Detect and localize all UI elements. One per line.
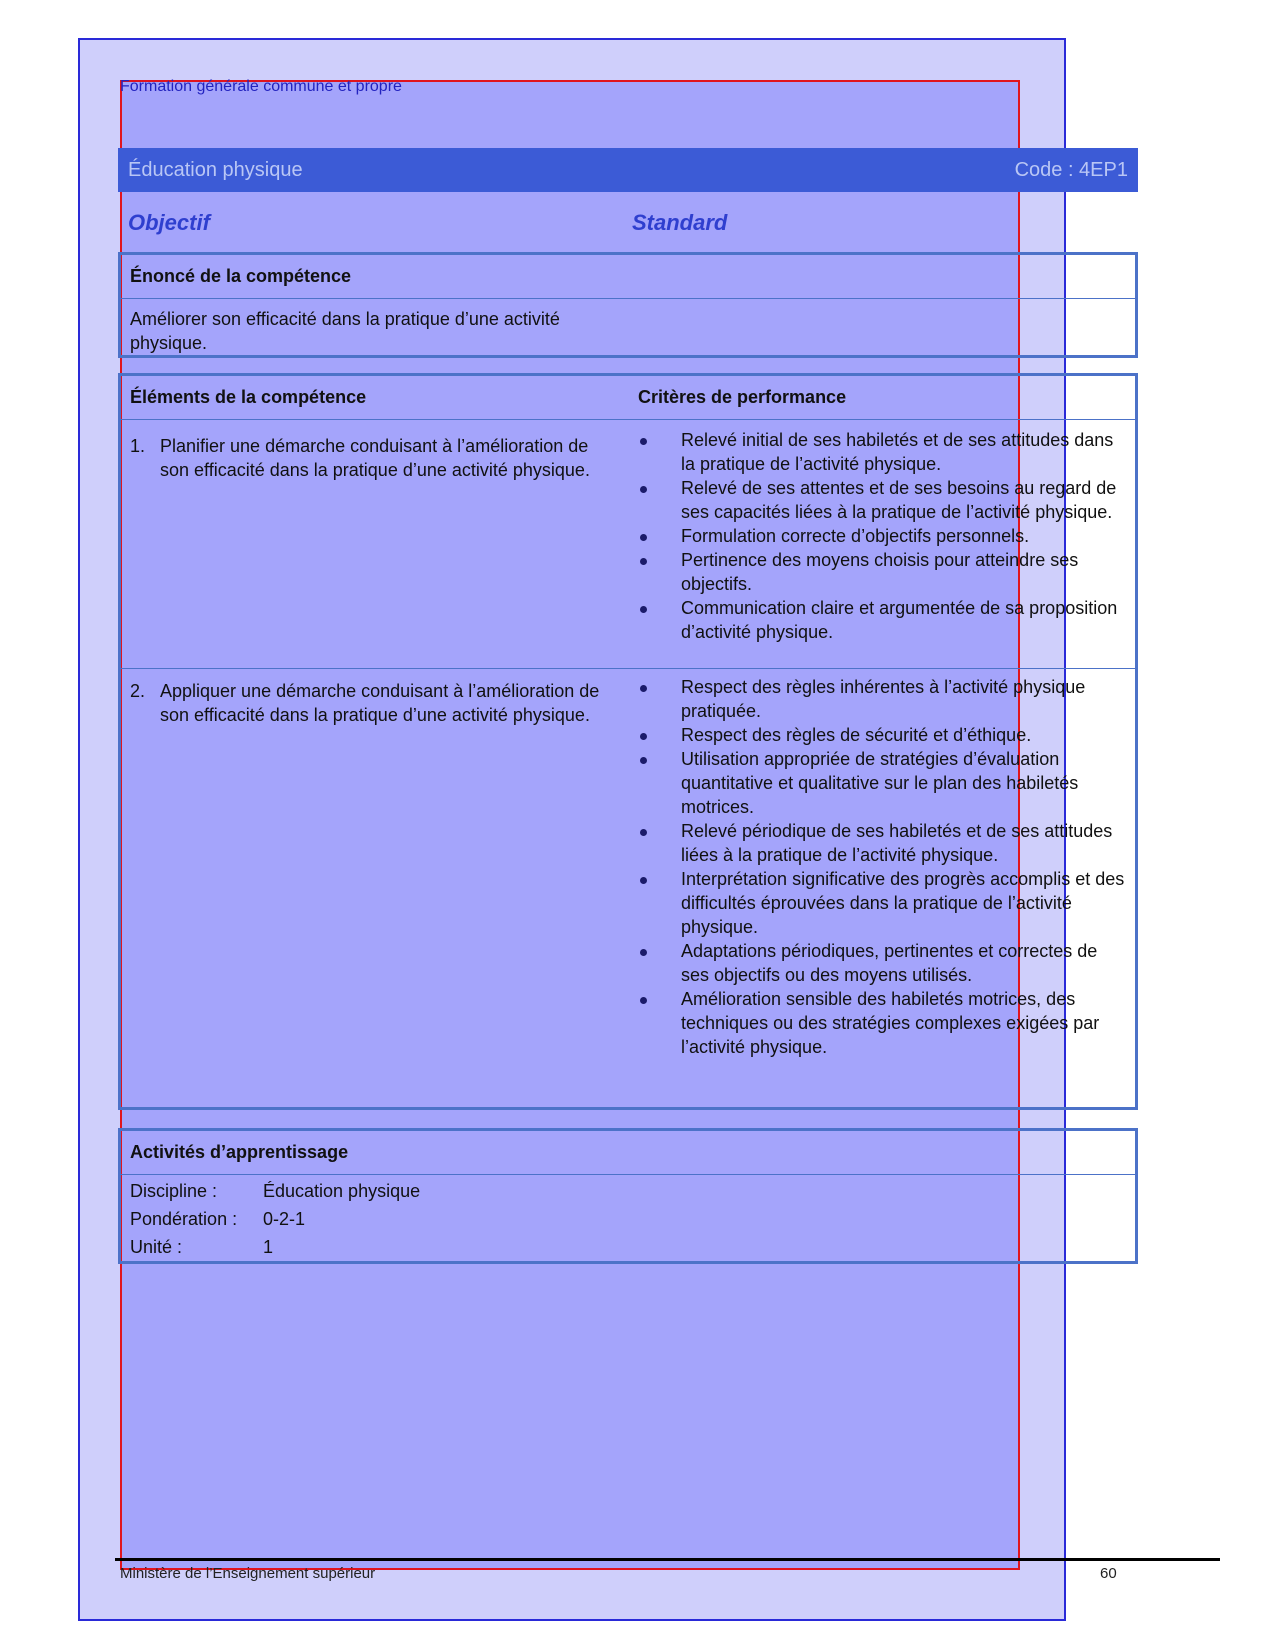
bullet-icon	[640, 486, 647, 493]
footer-rule	[115, 1558, 1220, 1561]
element-number: 1.	[130, 436, 146, 456]
criterion-item	[638, 596, 1127, 644]
course-title-bar	[118, 148, 1138, 192]
discipline-row	[121, 1177, 1135, 1205]
enonce-text: Améliorer son efficacité dans la pratique d’une activité physique.	[130, 309, 560, 353]
criterion-text: Utilisation appropriée de stratégies d’évaluation quantitative et qualitative sur le plan des habiletés motrices.	[681, 749, 1079, 817]
criterion-item	[638, 428, 1127, 476]
course-code: Code : 4EP1	[1014, 158, 1128, 181]
criterion-item	[638, 939, 1127, 987]
criteria-list-1	[638, 428, 1127, 644]
bullet-icon	[640, 757, 647, 764]
criterion-item	[638, 723, 1127, 747]
bullet-icon	[640, 829, 647, 836]
criterion-item	[638, 675, 1127, 723]
elements-header	[121, 376, 1135, 420]
bullet-icon	[640, 997, 647, 1004]
ponderation-row	[121, 1205, 1135, 1233]
criterion-text: Respect des règles de sécurité et d’éthique.	[681, 725, 1032, 745]
criterion-text: Amélioration sensible des habiletés motrices, des techniques ou des stratégies complexes exigées par l’activité physique.	[681, 989, 1100, 1057]
objectif-heading: Objectif	[128, 210, 210, 235]
bullet-icon	[640, 877, 647, 884]
criterion-item	[638, 747, 1127, 819]
element-2	[130, 679, 600, 727]
element-row-2	[121, 669, 1135, 1107]
criterion-text: Relevé périodique de ses habiletés et de ses attitudes liées à la pratique de l’activité physique.	[681, 821, 1113, 865]
criterion-text: Communication claire et argumentée de sa proposition d’activité physique.	[681, 598, 1118, 642]
bullet-icon	[640, 534, 647, 541]
ponderation-value: 0-2-1	[263, 1209, 306, 1229]
standard-heading: Standard	[632, 210, 728, 235]
course-title: Éducation physique	[128, 158, 303, 181]
enonce-title: Énoncé de la compétence	[121, 255, 1135, 299]
criterion-item	[638, 819, 1127, 867]
bullet-icon	[640, 685, 647, 692]
criterion-text: Interprétation significative des progrès accomplis et des difficultés éprouvées dans la pratique de l’activité physique.	[681, 869, 1125, 937]
criterion-text: Relevé initial de ses habiletés et de ses attitudes dans la pratique de l’activité physique.	[681, 430, 1114, 474]
criterion-text: Respect des règles inhérentes à l’activité physique pratiquée.	[681, 677, 1086, 721]
criterion-item	[638, 987, 1127, 1059]
bullet-icon	[640, 558, 647, 565]
top-caption: Formation générale commune et propre	[120, 78, 402, 95]
footer-publisher: Ministère de l’Enseignement supérieur	[120, 1565, 376, 1582]
bullet-icon	[640, 949, 647, 956]
activites-box	[118, 1128, 1138, 1264]
criterion-item	[638, 524, 1127, 548]
discipline-value: Éducation physique	[263, 1181, 421, 1201]
bullet-icon	[640, 438, 647, 445]
bullet-icon	[640, 733, 647, 740]
page-number: 60	[1100, 1565, 1117, 1582]
discipline-label: Discipline :	[130, 1181, 218, 1201]
criteria-list-2	[638, 675, 1127, 1059]
criterion-item	[638, 548, 1127, 596]
criterion-item	[638, 867, 1127, 939]
element-row-1	[121, 420, 1135, 669]
criterion-text: Pertinence des moyens choisis pour atteindre ses objectifs.	[681, 550, 1079, 594]
element-text: Planifier une démarche conduisant à l’amélioration de son efficacité dans la pratique d’une activité physique.	[160, 436, 590, 480]
criterion-item	[638, 476, 1127, 524]
unite-label: Unité :	[130, 1237, 183, 1257]
elements-title: Éléments de la compétence	[130, 387, 367, 407]
enonce-box	[118, 252, 1138, 358]
criterion-text: Relevé de ses attentes et de ses besoins au regard de ses capacités liées à la pratique de l’activité physique.	[681, 478, 1117, 522]
criterion-text: Adaptations périodiques, pertinentes et correctes de ses objectifs ou des moyens utilisés.	[681, 941, 1098, 985]
bullet-icon	[640, 606, 647, 613]
element-text: Appliquer une démarche conduisant à l’amélioration de son efficacité dans la pratique d’une activité physique.	[160, 681, 600, 725]
activites-title: Activités d’apprentissage	[121, 1131, 1135, 1175]
elements-box	[118, 373, 1138, 1110]
ponderation-label: Pondération :	[130, 1209, 238, 1229]
element-1	[130, 434, 600, 482]
unite-row	[121, 1233, 1135, 1261]
criteria-title: Critères de performance	[638, 387, 847, 407]
element-number: 2.	[130, 681, 146, 701]
unite-value: 1	[263, 1237, 274, 1257]
criterion-text: Formulation correcte d’objectifs personnels.	[681, 526, 1030, 546]
